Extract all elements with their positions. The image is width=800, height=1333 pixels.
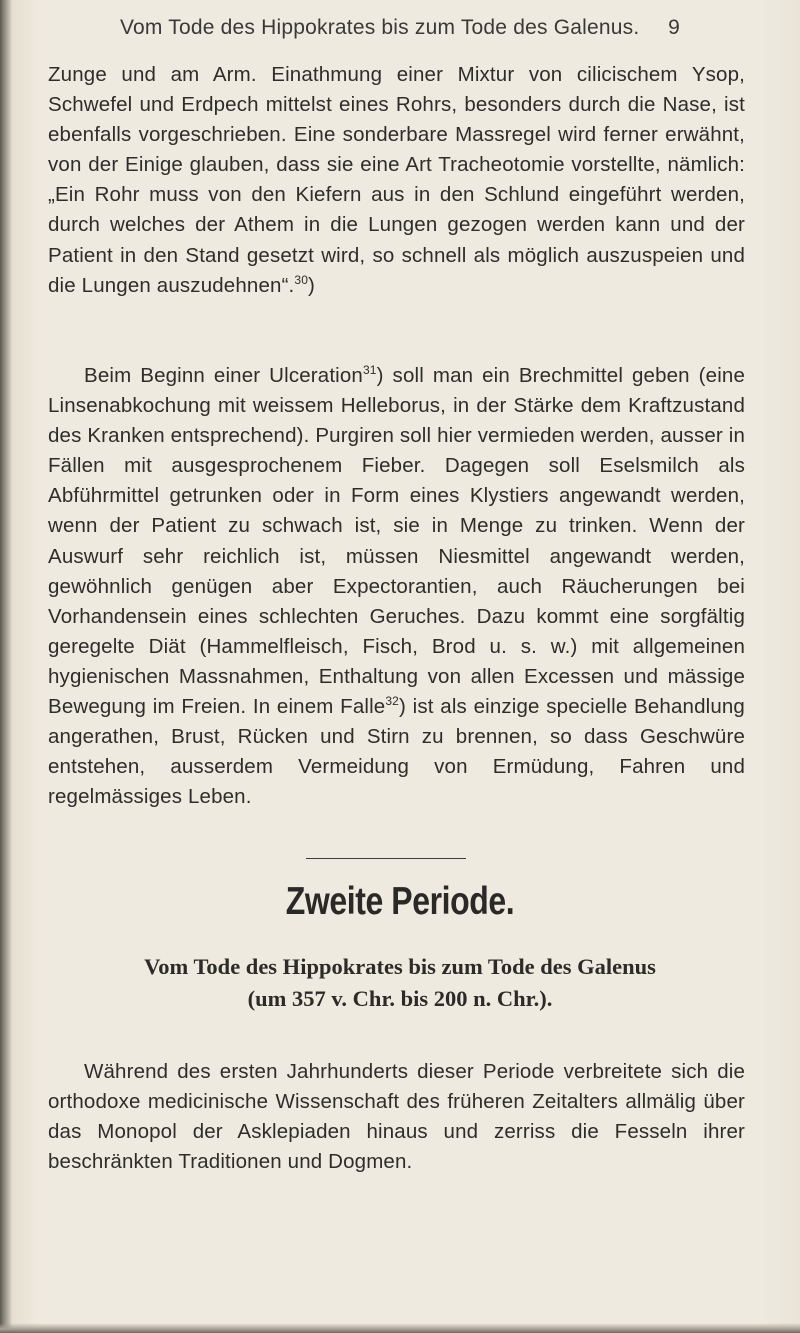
running-head-title: Vom Tode des Hippokrates bis zum Tode des Galenus. <box>120 16 640 39</box>
paragraph-1-text: Zunge und am Arm. Einathmung einer Mixtur von cilicischem Ysop, Schwefel und Erdpech mittelst eines Rohrs, besonders durch die Nase, ist ebenfalls vorgeschrieben. Eine sonderbare Massregel wird ferner erwähnt, von der Einige glauben, dass sie eine Art Tracheotomie vorstellte, nämlich: „Ein Rohr muss von den Kiefern aus in den Schlund eingeführt werden, durch welches der Athem in die Lungen gezogen werden kann und der Patient in den Stand gesetzt wird, so schnell als möglich auszuspeien und die Lungen auszudehnen“. <box>48 63 745 297</box>
paragraph-3-text: Während des ersten Jahrhunderts dieser Periode verbreitete sich die orthodoxe medicinische Wissenschaft des früheren Zeitalters allmälig über das Monopol der Asklepiaden hinaus und zerriss die Fesseln ihrer beschränkten Traditionen und Dogmen. <box>48 1060 745 1174</box>
subheading-line-2: (um 357 v. Chr. bis 200 n. Chr.). <box>247 986 553 1011</box>
footnote-ref-31: 31 <box>362 363 377 377</box>
paragraph-2-text-c: ) ist als einzige specielle Behandlung angerathen, Brust, Rücken und Stirn zu brennen, so dass Geschwüre entstehen, ausserdem Vermeidung von Ermüdung, Fahren und regelmässiges Leben. <box>48 695 745 809</box>
section-divider <box>306 858 466 859</box>
page-number: 9 <box>668 16 680 39</box>
binding-edge <box>0 0 12 1333</box>
footnote-ref-close: ) <box>308 273 316 297</box>
subheading-line-1: Vom Tode des Hippokrates bis zum Tode des Galenus <box>144 954 656 979</box>
paragraph-2-text-a: Beim Beginn einer Ulceration <box>84 364 363 387</box>
footnote-ref-32: 32 <box>385 694 400 709</box>
running-head <box>120 16 680 46</box>
footnote-ref-30: 30 <box>294 272 309 287</box>
section-heading: Zweite Periode. <box>285 880 515 923</box>
section-subheading <box>20 951 780 1015</box>
paragraph-2-text-b: ) soll man ein Brechmittel geben (eine Linsenabkochung mit weissem Helleborus, in der Stärke dem Kraftzustand des Kranken entsprechend). Purgiren soll hier vermieden werden, ausser in Fällen mit ausgesprochenem Fieber. Dagegen soll Eselsmilch als Abführmittel getrunken oder in Form eines Klystiers angewandt werden, wenn der Patient zu schwach ist, sie in Menge zu trinken. Wenn der Auswurf sehr reichlich ist, müssen Niesmittel angewandt werden, gewöhnlich genügen aber Expectorantien, auch Räucherungen bei Vorhandensein eines schlechten Geruches. Dazu kommt eine sorgfältig geregelte Diät (Hammelfleisch, Fisch, Brod u. s. w.) mit allgemeinen hygienischen Massnahmen, Enthaltung von allen Excessen und mässige Bewegung im Freien. In einem Falle <box>48 364 745 719</box>
paragraph-2 <box>48 361 745 812</box>
paragraph-1 <box>48 60 745 301</box>
page-bottom-edge <box>0 1323 800 1333</box>
paragraph-3 <box>48 1057 745 1177</box>
